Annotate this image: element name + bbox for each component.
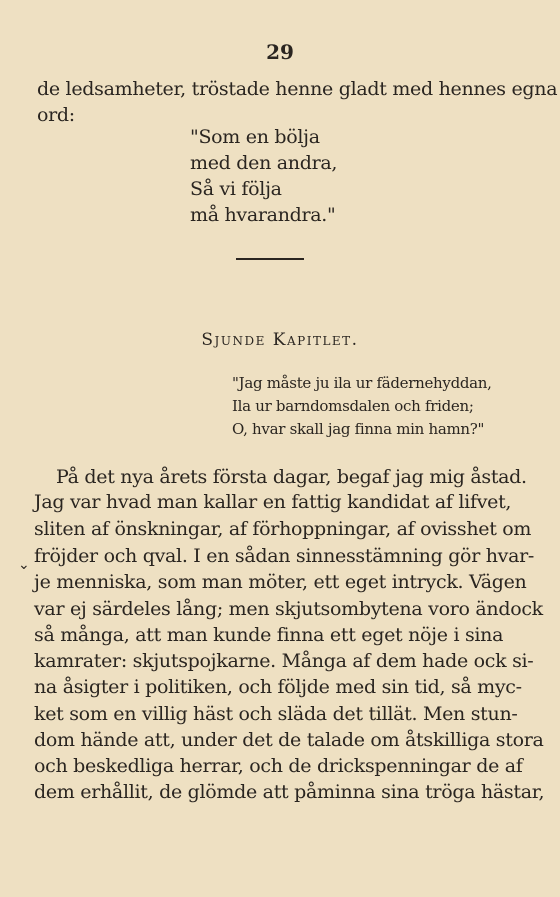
top-line-1: de ledsamheter, tröstade henne gladt med hennes egna — [37, 78, 558, 100]
body-line-13: dem erhållit, de glömde att påminna sina tröga hästar, — [34, 781, 545, 803]
body-line-4: fröjder och qval. I en sådan sinnesstämning gör hvar- — [34, 545, 535, 567]
section-divider — [236, 258, 304, 260]
margin-mark: ⌄ — [18, 557, 30, 573]
epigraph-line-2: Ila ur barndomsdalen och friden; — [232, 397, 474, 415]
body-line-10: ket som en villig häst och släda det tillät. Men stun- — [34, 703, 518, 725]
body-line-5: je menniska, som man möter, ett eget intryck. Vägen — [34, 571, 527, 593]
body-line-12: och beskedliga herrar, och de drickspenningar de af — [34, 755, 523, 777]
top-line-2: ord: — [37, 104, 75, 126]
chapter-heading: Sjunde Kapitlet. — [201, 330, 359, 350]
body-line-3: sliten af önskningar, af förhoppningar, af ovisshet om — [34, 518, 532, 540]
verse-line-4: må hvarandra." — [190, 204, 336, 226]
page-number: 29 — [266, 40, 294, 64]
body-line-1: På det nya årets första dagar, begaf jag mig åstad. — [56, 466, 527, 488]
body-line-8: kamrater: skjutspojkarne. Många af dem hade ock si- — [34, 650, 534, 672]
verse-line-1: "Som en bölja — [190, 126, 320, 148]
body-line-9: na åsigter i politiken, och följde med sin tid, så myc- — [34, 676, 522, 698]
body-line-7: så många, att man kunde finna ett eget nöje i sina — [34, 624, 504, 646]
body-line-2: Jag var hvad man kallar en fattig kandidat af lifvet, — [34, 491, 512, 513]
body-line-11: dom hände att, under det de talade om åtskilliga stora — [34, 729, 544, 751]
body-line-6: var ej särdeles lång; men skjutsombytena voro ändock — [34, 598, 543, 620]
verse-line-3: Så vi följa — [190, 178, 282, 200]
verse-line-2: med den andra, — [190, 152, 338, 174]
epigraph-line-1: "Jag måste ju ila ur fädernehyddan, — [232, 374, 492, 392]
epigraph-line-3: O, hvar skall jag finna min hamn?" — [232, 420, 485, 438]
